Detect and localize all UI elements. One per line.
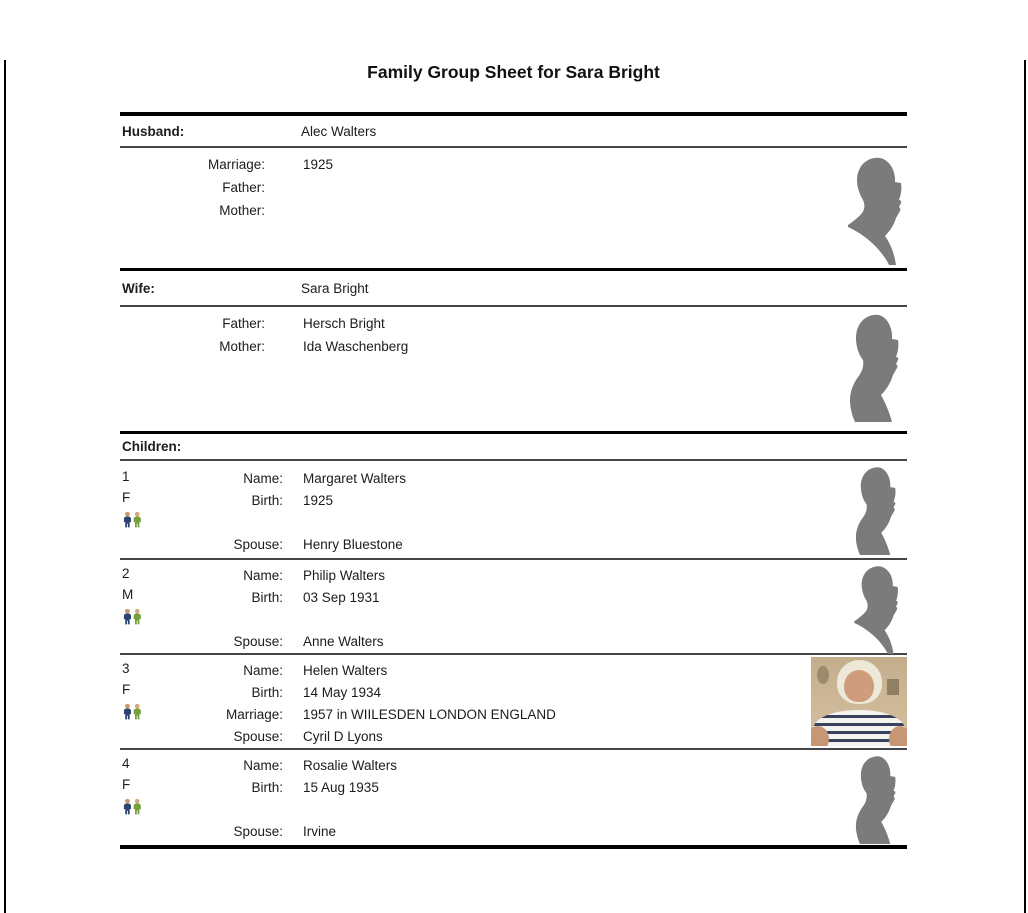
wife-name: Sara Bright	[301, 280, 369, 296]
detail-label: Spouse:	[233, 728, 283, 744]
female-silhouette-icon	[847, 312, 907, 422]
detail-label: Name:	[243, 662, 283, 678]
detail-value: Irvine	[303, 823, 337, 839]
detail-label: Spouse:	[233, 823, 283, 839]
child-sex: F	[122, 682, 131, 697]
husband-name: Alec Walters	[301, 123, 377, 139]
photo-arm	[889, 726, 907, 746]
family-group-sheet	[120, 112, 907, 849]
husband-details-block	[120, 148, 907, 268]
male-silhouette-icon	[849, 564, 907, 654]
detail-row	[120, 312, 907, 335]
detail-row	[180, 820, 907, 842]
detail-label: Name:	[243, 470, 283, 486]
detail-value: 14 May 1934	[303, 684, 382, 700]
husband-section-label: Husband:	[122, 123, 185, 139]
detail-value: Margaret Walters	[303, 470, 407, 486]
detail-row	[180, 703, 907, 725]
husband-header-row	[120, 116, 907, 146]
page-border-left	[4, 60, 6, 913]
detail-row	[180, 659, 907, 681]
detail-row	[180, 511, 907, 533]
detail-row	[180, 681, 907, 703]
detail-value: 1925	[303, 157, 334, 172]
child-number: 3	[122, 661, 130, 676]
detail-label: Birth:	[251, 492, 283, 508]
wall-picture	[887, 679, 899, 695]
couple-icon	[122, 798, 143, 815]
detail-row	[180, 630, 907, 652]
detail-label: Spouse:	[233, 633, 283, 649]
detail-value: Philip Walters	[303, 567, 386, 583]
detail-value: Helen Walters	[303, 662, 388, 678]
photo-face	[844, 670, 874, 702]
child-row-2	[120, 560, 907, 655]
child-row-3	[120, 655, 907, 750]
detail-row	[180, 725, 907, 747]
wife-details-block	[120, 307, 907, 431]
detail-row	[180, 798, 907, 820]
detail-value: Anne Walters	[303, 633, 384, 649]
female-silhouette-icon	[849, 465, 907, 555]
detail-label: Spouse:	[233, 536, 283, 552]
detail-row	[120, 335, 907, 358]
page-title: Family Group Sheet for Sara Bright	[367, 62, 660, 82]
detail-value: Ida Waschenberg	[303, 339, 409, 354]
couple-icon	[122, 511, 143, 528]
children-section-label: Children:	[122, 439, 182, 454]
detail-label: Father:	[222, 316, 265, 331]
detail-label: Name:	[243, 757, 283, 773]
children-header-row	[120, 434, 907, 459]
detail-value: 15 Aug 1935	[303, 779, 379, 795]
child-number: 1	[122, 469, 130, 484]
detail-row	[180, 533, 907, 555]
couple-icon	[122, 703, 143, 720]
detail-label: Marriage:	[207, 157, 265, 172]
wife-section-label: Wife:	[122, 280, 155, 296]
detail-label: Birth:	[251, 779, 283, 795]
detail-value: Cyril D Lyons	[303, 728, 383, 744]
male-silhouette-icon	[847, 155, 907, 265]
detail-label: Birth:	[251, 589, 283, 605]
detail-row	[120, 176, 907, 199]
detail-row	[180, 489, 907, 511]
page-border-right	[1024, 60, 1026, 913]
child-sex: M	[122, 587, 134, 602]
divider-thick	[120, 845, 907, 849]
detail-label: Mother:	[219, 203, 265, 218]
detail-row	[180, 467, 907, 489]
detail-row	[180, 754, 907, 776]
detail-value: Rosalie Walters	[303, 757, 398, 773]
detail-label: Birth:	[251, 684, 283, 700]
detail-value: Henry Bluestone	[303, 536, 403, 552]
detail-label: Marriage:	[225, 706, 283, 722]
detail-label: Father:	[222, 180, 265, 195]
child-sex: F	[122, 490, 131, 505]
couple-icon	[122, 608, 143, 625]
child-row-1	[120, 461, 907, 560]
detail-row	[180, 586, 907, 608]
detail-row	[180, 776, 907, 798]
detail-row	[120, 153, 907, 176]
detail-label: Name:	[243, 567, 283, 583]
child-number: 4	[122, 756, 130, 771]
wall-picture	[817, 666, 829, 684]
detail-value: 1925	[303, 492, 334, 508]
child-row-4	[120, 750, 907, 845]
detail-row	[120, 199, 907, 222]
detail-value: 1957 in WIILESDEN LONDON ENGLAND	[303, 706, 556, 722]
detail-row	[180, 608, 907, 630]
wife-header-row	[120, 271, 907, 305]
detail-value: 03 Sep 1931	[303, 589, 380, 605]
female-silhouette-icon	[849, 754, 907, 844]
detail-value: Hersch Bright	[303, 316, 385, 331]
child-sex: F	[122, 777, 131, 792]
detail-label: Mother:	[219, 339, 265, 354]
child-number: 2	[122, 566, 130, 581]
detail-row	[180, 564, 907, 586]
child-photo	[811, 657, 907, 746]
